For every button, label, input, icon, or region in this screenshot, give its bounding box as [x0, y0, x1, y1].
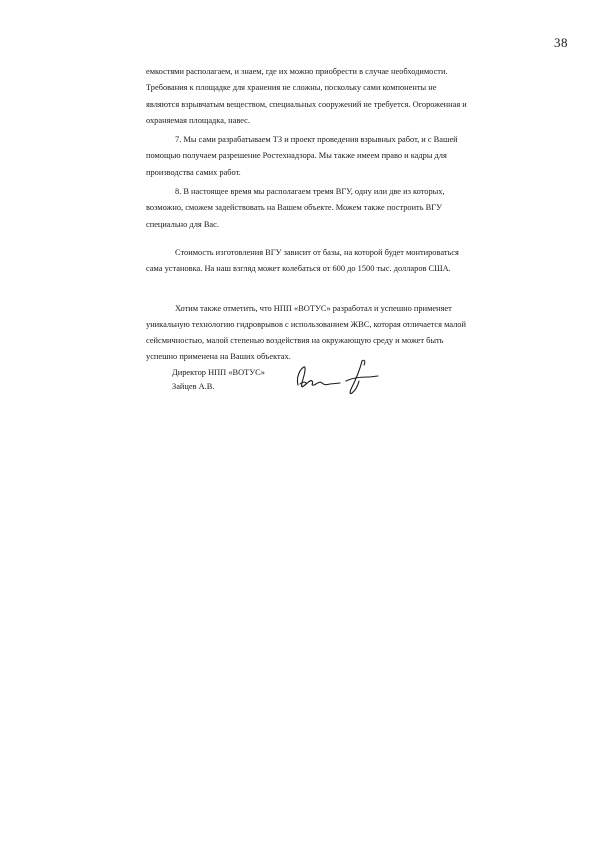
text-line: помощью получаем разрешение Ростехнадзора. Мы также имеем право и кадры для	[146, 151, 447, 161]
page-number: 38	[554, 35, 568, 50]
text-line: Требования к площадке для хранения не сложны, поскольку сами компоненты не	[146, 83, 437, 93]
signatory-name: Зайцев А.В.	[172, 382, 215, 391]
text-line: успешно применена на Ваших объектах.	[146, 352, 291, 362]
paragraph-7	[146, 132, 516, 181]
text-line: Хотим также отметить, что НПП «ВОТУС» разработал и успешно применяет	[175, 303, 452, 313]
letter-body	[146, 64, 516, 366]
text-line: емкостями располагаем, и знаем, где их можно приобрести в случае необходимости.	[146, 67, 448, 76]
text-line: возможно, сможем задействовать на Вашем объекте. Можем также построить ВГУ	[146, 203, 442, 213]
paragraph-storage	[146, 64, 516, 129]
paragraph-8	[146, 184, 516, 233]
text-line: являются взрывчатым веществом, специальных сооружений не требуется. Огороженная и	[146, 99, 467, 109]
signature-block	[172, 366, 265, 394]
text-line: уникальную технологию гидроврывов с использованием ЖВС, которая отличается малой	[146, 319, 466, 329]
text-line: охраняемая площадка, навес.	[146, 115, 250, 125]
text-line: специально для Вас.	[146, 219, 219, 229]
text-line: Стоимость изготовления ВГУ зависит от базы, на которой будет монтироваться	[175, 247, 459, 257]
handwritten-signature	[292, 355, 382, 399]
text-line: 7. Мы сами разрабатываем ТЗ и проект проведения взрывных работ, и с Вашей	[175, 135, 458, 145]
signatory-title: Директор НПП «ВОТУС»	[172, 368, 265, 377]
text-line: производства самих работ.	[146, 167, 241, 177]
text-line: 8. В настоящее время мы располагаем тремя ВГУ, одну или две из которых,	[175, 187, 445, 197]
paragraph-cost	[146, 245, 516, 278]
text-line: сейсмичностью, малой степенью воздействия на окружающую среду и может быть	[146, 336, 444, 346]
text-line: сама установка. На наш взгляд может колебаться от 600 до 1500 тыс. долларов США.	[146, 264, 451, 274]
